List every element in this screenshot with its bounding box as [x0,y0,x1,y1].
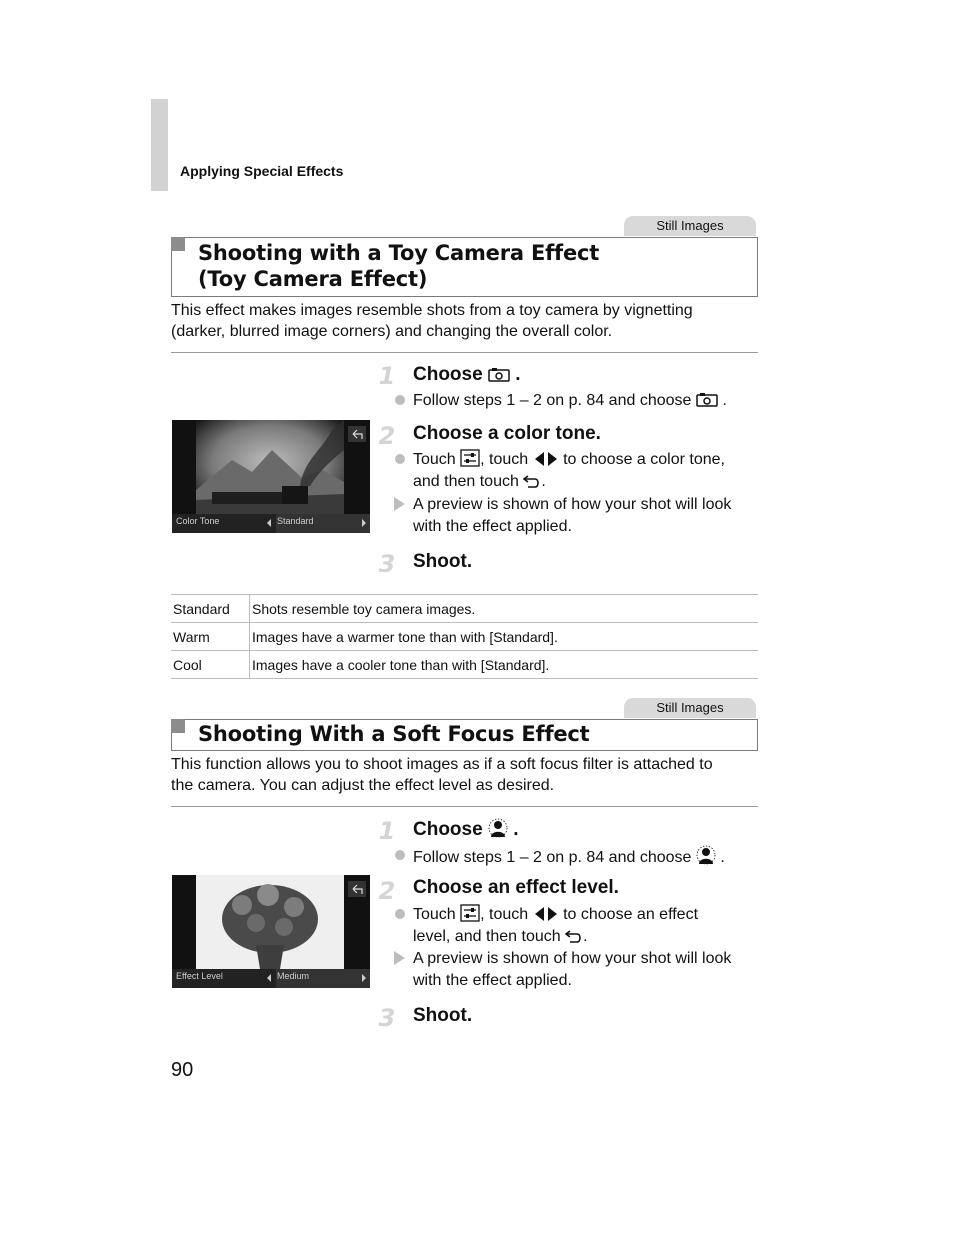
step-number: 2 [378,422,396,450]
step-number: 3 [378,550,396,578]
divider [171,352,758,353]
step-bullet-line2: and then touch . [413,473,546,490]
left-right-arrows-icon [533,451,559,467]
step-number: 1 [378,362,396,390]
still-images-badge: Still Images [624,216,756,236]
bullet-dot [395,395,405,405]
toy-camera-icon [488,367,510,383]
intro-text-line1: This effect makes images resemble shots from a toy camera by vignetting [171,302,693,319]
table-cell-option: Cool [171,651,250,679]
note-triangle [394,497,405,511]
intro-text-line2: the camera. You can adjust the effect level as desired. [171,777,555,794]
step-number: 1 [378,817,396,845]
camera-screen-preview [172,420,370,533]
screen-setting-value: Medium [277,971,310,981]
soft-focus-icon [488,818,508,838]
table-cell-option: Warm [171,623,250,651]
table-row [171,623,758,651]
color-tone-table [171,594,758,679]
step-note-line2: with the effect applied. [413,972,572,989]
table-row [171,651,758,679]
step-title: Shoot. [413,1005,473,1026]
step-note-line2: with the effect applied. [413,518,572,535]
camera-screen-preview [172,875,370,988]
left-right-arrows-icon [533,906,559,922]
return-icon [523,473,541,489]
section-title-line2: (Toy Camera Effect) [198,267,428,291]
section-corner-marker [171,237,185,251]
step-bullet: Touch , touch to choose a color tone, [413,451,725,468]
step-bullet: Follow steps 1 – 2 on p. 84 and choose . [413,845,725,869]
section-title-line1: Shooting with a Toy Camera Effect [198,241,600,265]
table-cell-description: Shots resemble toy camera images. [250,595,759,623]
step-note-line1: A preview is shown of how your shot will look [413,496,732,513]
step-title: Choose an effect level. [413,877,619,898]
step-bullet: Follow steps 1 – 2 on p. 84 and choose . [413,392,727,409]
settings-icon [460,904,480,922]
step-bullet-line2: level, and then touch . [413,928,588,945]
step-title: Shoot. [413,551,473,572]
section-title: Shooting With a Soft Focus Effect [198,722,590,746]
section-header-label: Applying Special Effects [180,163,344,179]
still-images-badge: Still Images [624,698,756,718]
table-row [171,595,758,623]
step-note-line1: A preview is shown of how your shot will look [413,950,732,967]
bullet-dot [395,850,405,860]
screen-setting-label: Color Tone [176,516,220,526]
note-triangle [394,951,405,965]
bullet-dot [395,454,405,464]
intro-text-line2: (darker, blurred image corners) and changing the overall color. [171,323,613,340]
screen-setting-label: Effect Level [176,971,223,981]
table-cell-description: Images have a warmer tone than with [Standard]. [250,623,759,651]
chapter-tab-marker [151,99,168,191]
step-bullet: Touch , touch to choose an effect [413,906,699,923]
bullet-dot [395,909,405,919]
step-number: 2 [378,877,396,905]
screen-setting-value: Standard [277,516,314,526]
return-icon [565,928,583,944]
table-cell-option: Standard [171,595,250,623]
step-title: Choose a color tone. [413,423,601,444]
table-cell-description: Images have a cooler tone than with [Standard]. [250,651,759,679]
step-title: Choose . [413,819,519,840]
step-title: Choose . [413,364,521,385]
section-corner-marker [171,719,185,733]
settings-icon [460,449,480,467]
divider [171,806,758,807]
toy-camera-icon [696,392,718,408]
page-number: 90 [171,1059,194,1081]
soft-focus-icon [696,845,716,865]
intro-text-line1: This function allows you to shoot images as if a soft focus filter is attached to [171,756,713,773]
step-number: 3 [378,1004,396,1032]
